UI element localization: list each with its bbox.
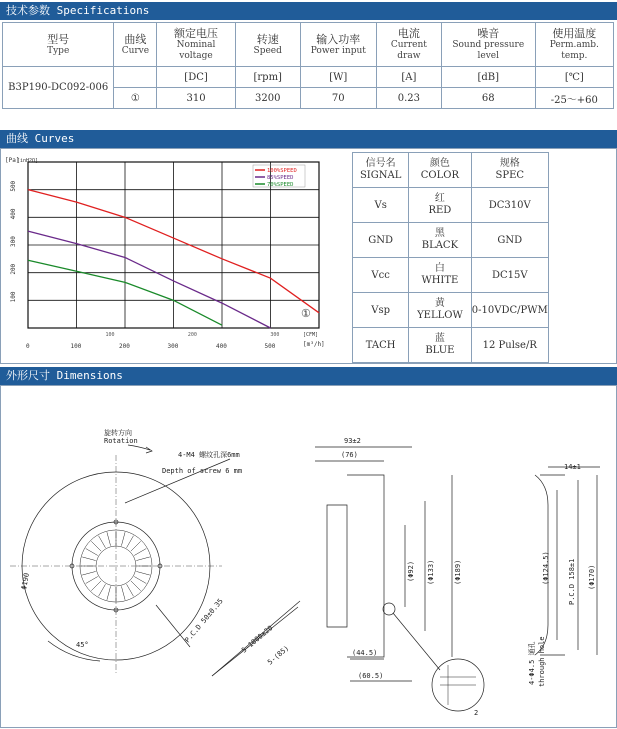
spec-unit: [A] bbox=[376, 67, 441, 88]
pcd50-label: P.C.D 50±0.35 bbox=[183, 597, 225, 645]
cfm-tick-label: 200 bbox=[187, 332, 197, 338]
signal-header-cn: 信号名 bbox=[365, 158, 396, 169]
spec-value: 310 bbox=[157, 88, 235, 109]
spec-value: 3200 bbox=[235, 88, 300, 109]
signal-spec: GND bbox=[471, 223, 549, 258]
rotor-spoke bbox=[134, 577, 146, 584]
spec-header-cn: 型号 bbox=[47, 32, 70, 46]
side-shroud bbox=[347, 475, 384, 657]
spec-header-cn: 使用温度 bbox=[552, 27, 597, 40]
signal-spec: 0-10VDC/PWM bbox=[471, 293, 549, 328]
rotation-en: Rotation bbox=[104, 437, 138, 445]
spec-header-cn: 额定电压 bbox=[174, 27, 219, 40]
spec-table bbox=[2, 22, 614, 109]
signal-color-en: BLACK bbox=[421, 240, 459, 251]
y-tick-label: 100 bbox=[10, 291, 17, 303]
x-tick-label: 400 bbox=[216, 343, 227, 350]
signal-row bbox=[353, 258, 549, 293]
detail-leader bbox=[393, 613, 440, 670]
rotor-spoke bbox=[91, 541, 101, 551]
signal-color-en: RED bbox=[428, 205, 452, 216]
performance-chart bbox=[3, 152, 348, 358]
rotor-spoke bbox=[121, 586, 125, 600]
spec-value: 0.23 bbox=[376, 88, 441, 109]
x-tick-label: 100 bbox=[70, 343, 82, 350]
rotor-spoke bbox=[82, 571, 96, 575]
signal-header-cn: 规格 bbox=[499, 158, 520, 169]
signal-color-en: WHITE bbox=[421, 275, 459, 286]
d189-label: (Φ189) bbox=[454, 559, 462, 585]
dimension-drawing bbox=[0, 385, 617, 728]
spec-header-en: Speed bbox=[253, 45, 282, 56]
spec-header-en: Nominal voltage bbox=[176, 40, 216, 61]
rotor-spoke bbox=[127, 584, 134, 596]
signal-name: Vs bbox=[353, 188, 409, 223]
spec-unit: [DC] bbox=[157, 67, 235, 88]
spec-model: B3P190-DC092-006 bbox=[3, 67, 114, 109]
rotor-spoke bbox=[86, 549, 98, 556]
spec-header-en: Current draw bbox=[390, 40, 427, 61]
spec-value: -25～+60 bbox=[535, 88, 613, 109]
rotor-spoke bbox=[107, 532, 111, 546]
dimensions-section-title: 外形尺寸 Dimensions bbox=[0, 367, 617, 385]
signal-color-en: BLUE bbox=[425, 345, 455, 356]
legend-label: 70%SPEED bbox=[267, 182, 294, 188]
spec-value: 70 bbox=[300, 88, 376, 109]
rotor-spoke bbox=[107, 586, 111, 600]
spec-header-cn: 电流 bbox=[397, 27, 420, 40]
signal-header-en: COLOR bbox=[420, 170, 459, 181]
cfm-tick-label: 100 bbox=[105, 332, 115, 338]
rotor-spoke bbox=[82, 557, 96, 561]
rotor-spoke bbox=[134, 549, 146, 556]
side-motor bbox=[327, 505, 347, 627]
rotor-spoke bbox=[131, 581, 141, 591]
spec-header-en: Curve bbox=[121, 45, 150, 56]
y2-axis-label: [inH2O] bbox=[17, 158, 39, 164]
signal-spec: DC310V bbox=[471, 188, 549, 223]
x-tick-label: 300 bbox=[167, 343, 179, 350]
legend-label: 100%SPEED bbox=[267, 168, 297, 174]
y-tick-label: 300 bbox=[10, 236, 17, 247]
rotor-spoke bbox=[121, 532, 125, 546]
rotor-spoke bbox=[86, 577, 98, 584]
x-origin-label: 0 bbox=[26, 343, 30, 350]
rotor-spoke bbox=[91, 581, 101, 591]
cfm-tick-label: 300 bbox=[270, 332, 280, 338]
w2-label: 2 bbox=[474, 709, 479, 717]
spec-value: 68 bbox=[441, 88, 535, 109]
signal-header-en: SIGNAL bbox=[359, 170, 402, 181]
signal-color-cn: 白 bbox=[434, 263, 445, 274]
curves-section-title: 曲线 Curves bbox=[0, 130, 617, 148]
signal-name: Vsp bbox=[353, 293, 409, 328]
w445-label: (44.5) bbox=[352, 649, 378, 657]
signal-spec: 12 Pulse/R bbox=[471, 328, 549, 363]
rotor-spoke bbox=[127, 536, 134, 548]
y-tick-label: 200 bbox=[10, 263, 17, 275]
rotor-spoke bbox=[131, 541, 141, 551]
d170-label: (Φ170) bbox=[588, 564, 596, 590]
pcd158-label: P.C.D 158±1 bbox=[568, 558, 576, 605]
d1245-label: (Φ124.5) bbox=[542, 551, 550, 585]
signal-spec: DC15V bbox=[471, 258, 549, 293]
signal-row bbox=[353, 223, 549, 258]
dia190-label: Φ190 bbox=[20, 572, 31, 591]
d133-label: (Φ133) bbox=[427, 559, 435, 585]
spec-unit: [dB] bbox=[441, 67, 535, 88]
signal-header-cn: 颜色 bbox=[429, 158, 450, 169]
spec-header-en: Power input bbox=[310, 45, 366, 56]
spec-header-cn: 噪音 bbox=[477, 27, 500, 40]
screw-label-en: Depth of screw 6 mm bbox=[162, 467, 243, 475]
signal-header-row bbox=[353, 153, 549, 188]
cable-length-label: 5-1000±20 bbox=[240, 624, 275, 655]
detail-lines bbox=[440, 665, 476, 705]
spec-units-row bbox=[3, 67, 614, 88]
cable-85-label: 5-(85) bbox=[266, 644, 291, 667]
signal-table bbox=[352, 152, 549, 363]
y-tick-label: 500 bbox=[10, 180, 17, 192]
x-axis-label: [m³/h] bbox=[303, 341, 325, 348]
spec-header-cn: 转速 bbox=[256, 32, 279, 46]
signal-color-cn: 蓝 bbox=[434, 333, 445, 344]
spec-unit: [℃] bbox=[535, 67, 613, 88]
spec-header-en: Perm.amb. temp. bbox=[549, 40, 599, 61]
angle-arc bbox=[48, 641, 100, 661]
w605-label: (60.5) bbox=[358, 672, 384, 680]
screw-label-cn: 4-M4 螺纹孔深6mm bbox=[178, 451, 240, 459]
hole-label-cn: 4-Φ4.5 通孔 bbox=[528, 641, 536, 685]
chart-legend bbox=[253, 165, 305, 188]
rotor-spoke bbox=[136, 557, 150, 561]
signal-row bbox=[353, 328, 549, 363]
w76-label: (76) bbox=[341, 451, 358, 459]
signal-name: Vcc bbox=[353, 258, 409, 293]
signal-header-en: SPEC bbox=[495, 170, 525, 181]
legend-label: 85%SPEED bbox=[267, 175, 294, 181]
signal-color-en: YELLOW bbox=[417, 310, 463, 321]
signal-name: GND bbox=[353, 223, 409, 258]
hole-label-en: through hole bbox=[538, 636, 546, 687]
signal-color-cn: 黄 bbox=[434, 298, 445, 309]
spec-header-en: Type bbox=[47, 45, 70, 56]
d92-label: (Φ92) bbox=[407, 560, 415, 582]
spec-value: ① bbox=[114, 88, 157, 109]
rotor-spoke bbox=[136, 571, 150, 575]
spec-header-cn: 曲线 bbox=[124, 32, 147, 46]
rotor-spoke bbox=[99, 584, 106, 596]
signal-color-cn: 红 bbox=[434, 193, 445, 204]
spec-header-row bbox=[3, 23, 614, 67]
curve-1 bbox=[28, 231, 271, 328]
spec-section-title: 技术参数 Specifications bbox=[0, 2, 617, 20]
spec-header-cn: 输入功率 bbox=[316, 32, 361, 46]
x2-axis-label: [CFM] bbox=[303, 332, 319, 338]
spec-unit: [rpm] bbox=[235, 67, 300, 88]
angle-label: 45° bbox=[76, 641, 89, 649]
signal-name: TACH bbox=[353, 328, 409, 363]
signal-row bbox=[353, 188, 549, 223]
spec-header-en: Sound pressure level bbox=[452, 40, 525, 61]
y-axis-label: [Pa] bbox=[5, 157, 20, 164]
signal-row bbox=[353, 293, 549, 328]
spec-unit bbox=[114, 67, 157, 88]
x-tick-label: 200 bbox=[119, 343, 130, 350]
rotation-cn: 旋转方向 bbox=[104, 429, 132, 437]
w93-label: 93±2 bbox=[344, 437, 361, 445]
x-tick-label: 500 bbox=[264, 343, 276, 350]
spec-unit: [W] bbox=[300, 67, 376, 88]
w14-label: 14±1 bbox=[564, 463, 581, 471]
screw-leader bbox=[125, 459, 230, 503]
y-tick-label: 400 bbox=[10, 208, 17, 220]
curve-marker: ① bbox=[301, 307, 311, 320]
signal-color-cn: 黑 bbox=[434, 228, 445, 239]
rotor-spoke bbox=[99, 536, 106, 548]
